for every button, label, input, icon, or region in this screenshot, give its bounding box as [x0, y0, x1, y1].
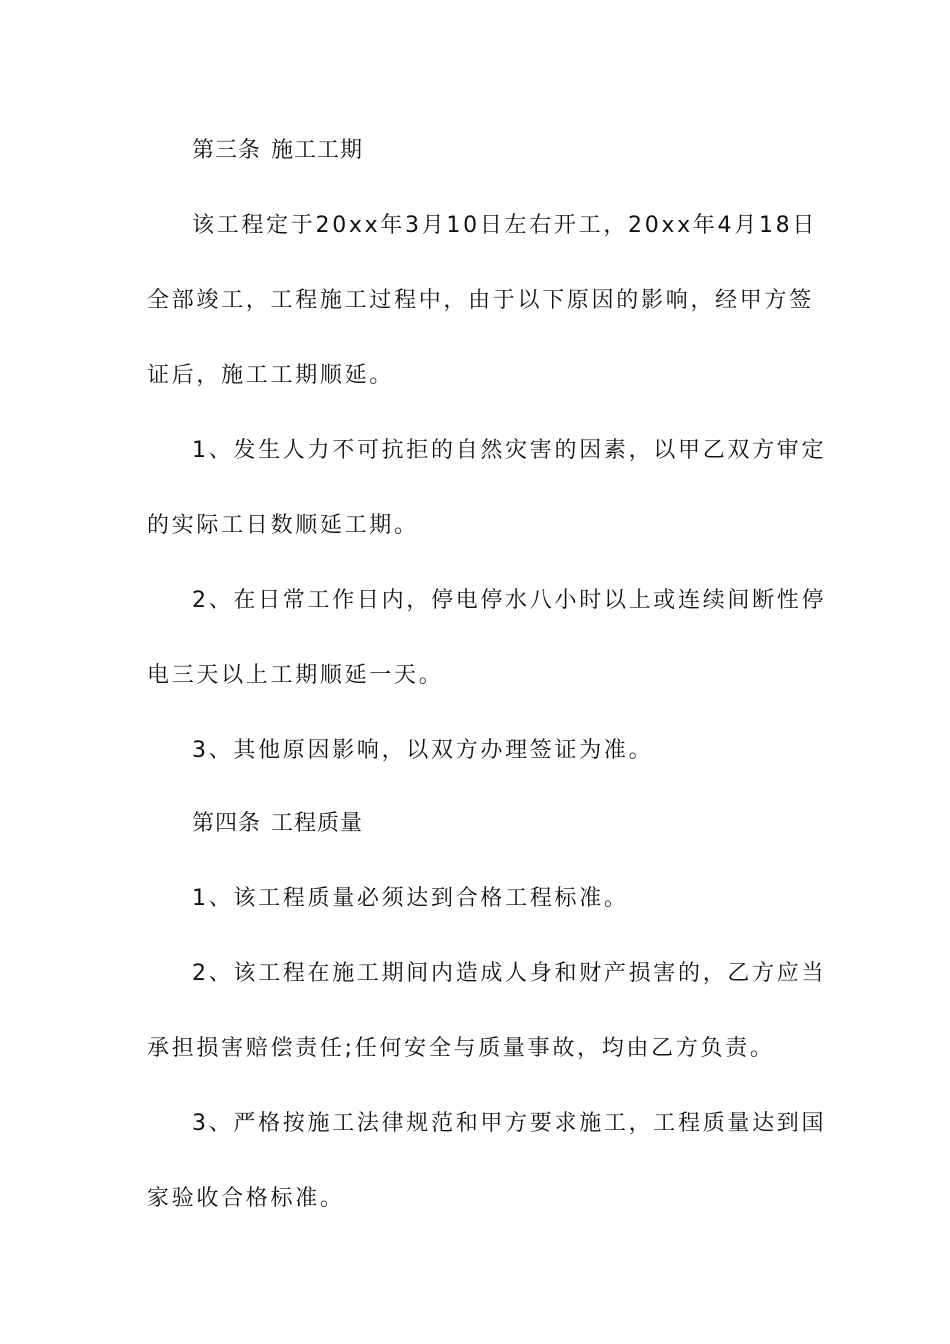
article-3-item-1-line: 的实际工日数顺延工期。: [147, 513, 419, 538]
article-4-item-1-line: 1、该工程质量必须达到合格工程标准。: [192, 886, 629, 911]
article-3-number: 第三条: [192, 138, 262, 163]
article-3-item-1-line: 1、发生人力不可抗拒的自然灾害的因素，以甲乙双方审定: [192, 438, 827, 463]
article-3-paragraph-line: 该工程定于20xx年3月10日左右开工，20xx年4月18日: [192, 213, 818, 238]
article-4-item-3-line: 3、严格按施工法律规范和甲方要求施工，工程质量达到国: [192, 1111, 827, 1136]
article-4-heading: [192, 807, 807, 841]
article-3-item-2-line: 电三天以上工期顺延一天。: [147, 663, 444, 688]
article-3-paragraph-line: 证后，施工工期顺延。: [147, 363, 395, 388]
article-3-item-2-line: 2、在日常工作日内，停电停水八小时以上或连续间断性停: [192, 588, 827, 613]
article-4-item-2-line: 2、该工程在施工期间内造成人身和财产损害的，乙方应当: [192, 961, 827, 986]
article-3-title: 施工工期: [271, 138, 364, 163]
article-3-heading: [192, 134, 807, 168]
article-3-item-3-line: 3、其他原因影响，以双方办理签证为准。: [192, 738, 654, 763]
article-4-title: 工程质量: [271, 811, 364, 836]
article-4-item-3-line: 家验收合格标准。: [147, 1186, 345, 1211]
article-4-number: 第四条: [192, 811, 262, 836]
article-4-item-2-line: 承担损害赔偿责任;任何安全与质量事故，均由乙方负责。: [147, 1036, 775, 1061]
article-3-paragraph-line: 全部竣工，工程施工过程中，由于以下原因的影响，经甲方签: [147, 288, 814, 313]
